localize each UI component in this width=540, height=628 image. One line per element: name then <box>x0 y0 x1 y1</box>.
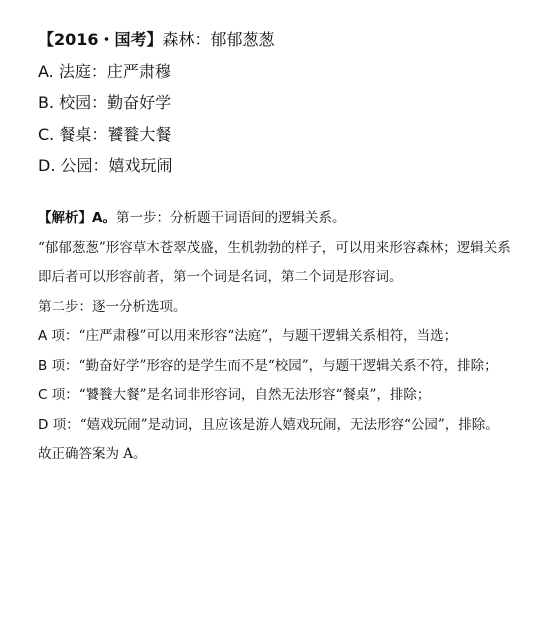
step-two-text: 第二步：逐一分析选项。 <box>38 298 187 315</box>
analysis-option-letter: D <box>38 416 49 433</box>
analysis-option-text: 项：“嬉戏玩闹”是动词，且应该是游人嬉戏玩闹，无法形容“公园”，排除。 <box>52 416 499 433</box>
analysis-paragraph: “郁郁葱葱”形容草木苍翠茂盛，生机勃勃的样子，可以用来形容森林；逻辑关系即后者可以形容前者，第一个词是名词，第二个词是形容词。 <box>38 239 511 285</box>
analysis-option-d <box>38 411 516 441</box>
option-a <box>38 56 518 88</box>
analysis-block <box>38 204 516 470</box>
option-text: 餐桌：饕餮大餐 <box>59 124 172 144</box>
analysis-option-c <box>38 381 516 411</box>
question-stem-text: 森林：郁郁葱葱 <box>162 30 275 49</box>
option-text: 公园：嬉戏玩闹 <box>60 156 173 175</box>
analysis-option-letter: B <box>38 357 48 374</box>
analysis-option-b <box>38 352 516 382</box>
option-letter: B. <box>38 93 55 112</box>
step-one-text: 第一步：分析题干词语间的逻辑关系。 <box>115 210 346 226</box>
question-stem <box>38 24 518 56</box>
option-c <box>38 119 518 151</box>
analysis-option-text: 项：“勤奋好学”形容的是学生而不是“校园”，与题干逻辑关系不符，排除； <box>51 357 498 374</box>
option-b <box>38 87 518 119</box>
analysis-option-letter: C <box>38 387 48 403</box>
option-letter: D. <box>38 156 56 175</box>
analysis-option-letter: A <box>38 328 48 344</box>
option-d <box>38 150 518 182</box>
question-source-tag: 【2016・国考】 <box>38 30 163 49</box>
analysis-option-text: 项：“庄严肃穆”可以用来形容“法庭”，与题干逻辑关系相符，当选； <box>51 328 458 344</box>
option-text: 法庭：庄严肃穆 <box>58 61 171 81</box>
question-block <box>38 24 518 182</box>
option-letter: A. <box>38 61 54 81</box>
answer-letter: A。 <box>92 210 116 226</box>
analysis-option-a <box>38 322 516 352</box>
option-letter: C. <box>38 124 55 144</box>
analysis-conclusion: 故正确答案为 A。 <box>38 446 147 462</box>
analysis-option-text: 项：“饕餮大餐”是名词非形容词，自然无法形容“餐桌”，排除； <box>51 387 431 403</box>
option-text: 校园：勤奋好学 <box>59 93 172 112</box>
analysis-heading <box>38 204 516 234</box>
analysis-label: 【解析】 <box>38 210 92 226</box>
